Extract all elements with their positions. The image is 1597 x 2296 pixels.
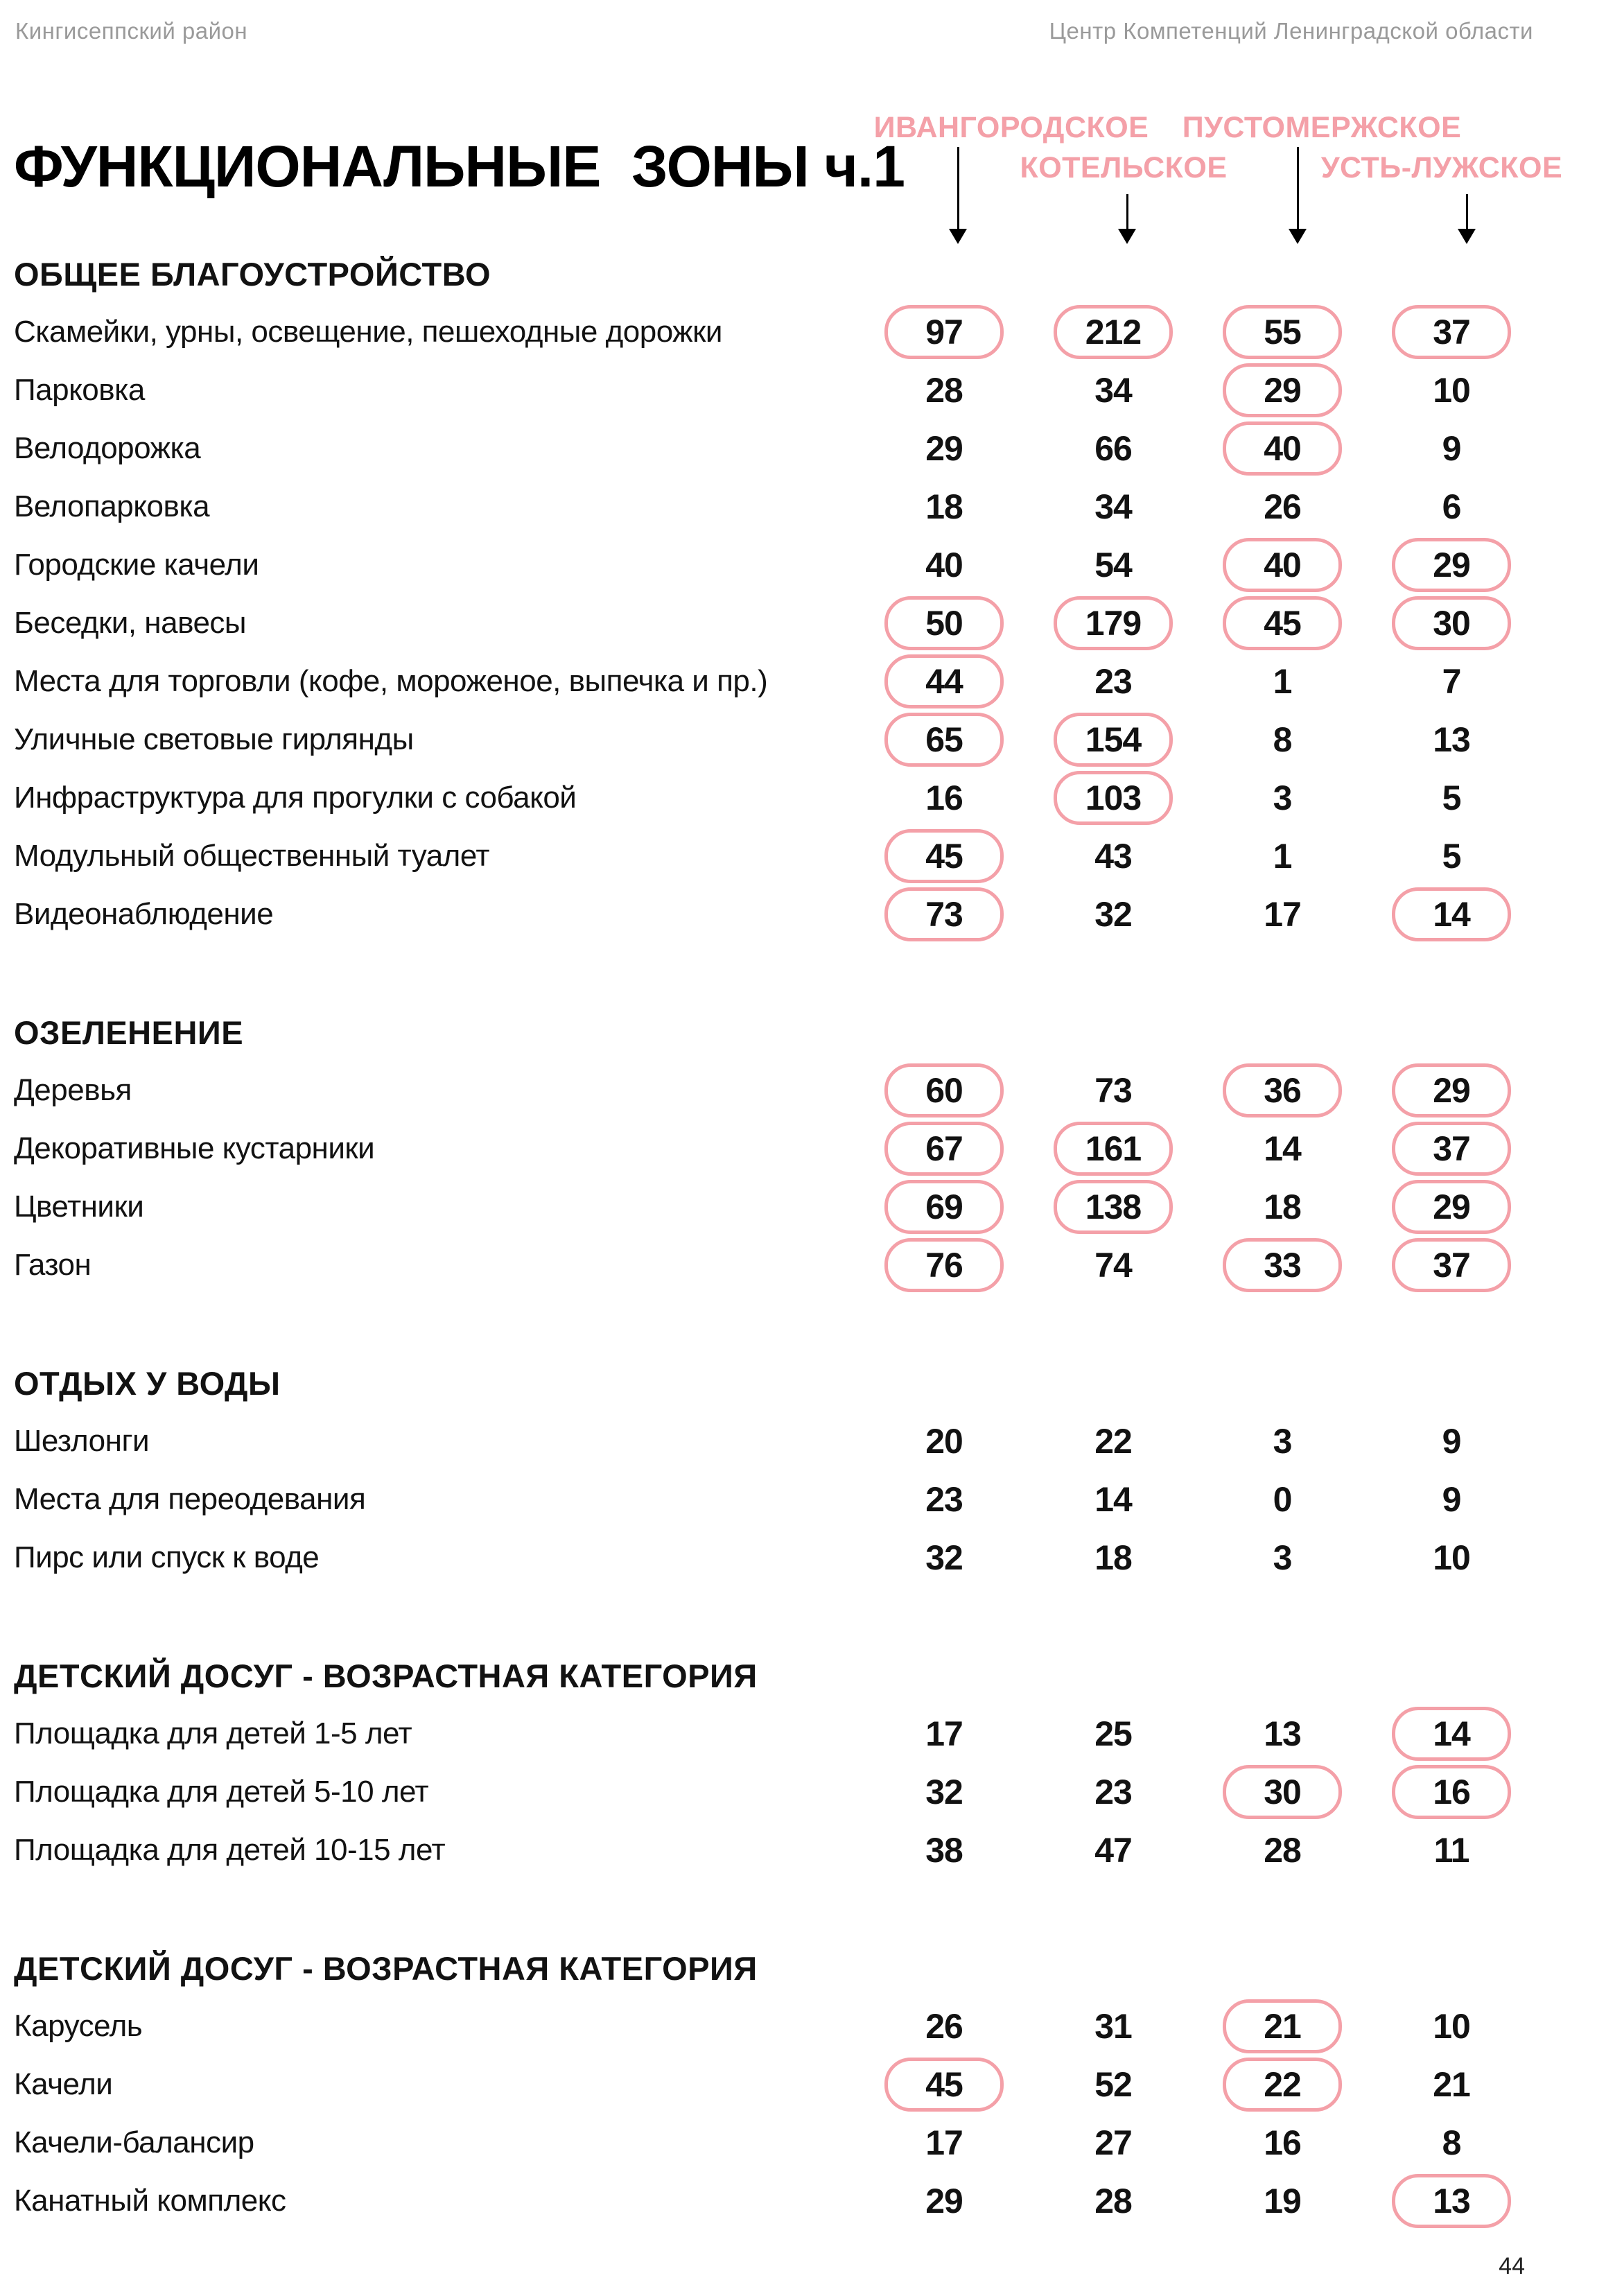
value: 18	[925, 487, 963, 526]
value-cell	[1367, 596, 1536, 650]
value-cell	[1367, 1180, 1536, 1234]
value: 32	[925, 1538, 963, 1577]
highlighted-value: 65	[884, 713, 1004, 767]
value: 26	[925, 2007, 963, 2046]
value: 17	[925, 2123, 963, 2162]
value-cell	[859, 2058, 1029, 2112]
value-cell	[1198, 887, 1367, 941]
value-cell	[859, 1765, 1029, 1819]
row-label: Места для переодевания	[14, 1482, 366, 1516]
value-cell	[859, 1414, 1029, 1468]
value-cell	[1198, 305, 1367, 359]
highlighted-value: 29	[1223, 363, 1342, 417]
value-cell	[1029, 363, 1198, 417]
table-row	[0, 1470, 1597, 1529]
value-cell	[1198, 596, 1367, 650]
value-cell	[859, 421, 1029, 476]
value: 47	[1094, 1831, 1132, 1870]
value-cell	[1029, 1414, 1198, 1468]
district-header: Кингисеппский район	[15, 18, 248, 44]
value-cell	[1029, 596, 1198, 650]
value: 25	[1094, 1714, 1132, 1753]
value: 19	[1264, 2182, 1301, 2220]
value-cell	[1367, 2174, 1536, 2228]
highlighted-value: 45	[1223, 596, 1342, 650]
value: 13	[1264, 1714, 1301, 1753]
highlighted-value: 103	[1054, 771, 1173, 825]
highlighted-value: 179	[1054, 596, 1173, 650]
value-cell	[1367, 305, 1536, 359]
value: 10	[1433, 1538, 1470, 1577]
table-row	[0, 1178, 1597, 1236]
table-row	[0, 478, 1597, 536]
highlighted-value: 14	[1392, 887, 1511, 941]
value-cell	[1029, 538, 1198, 592]
value-cell	[859, 2116, 1029, 2170]
value-cell	[1198, 2174, 1367, 2228]
row-label: Велодорожка	[14, 431, 201, 465]
value-cell	[1367, 1472, 1536, 1527]
row-label: Беседки, навесы	[14, 606, 247, 640]
row-label: Уличные световые гирлянды	[14, 722, 414, 756]
value-cell	[1367, 829, 1536, 883]
value-cell	[1367, 1765, 1536, 1819]
value-cell	[1029, 1122, 1198, 1176]
value-cell	[1198, 1999, 1367, 2053]
value: 28	[1094, 2182, 1132, 2220]
row-label: Парковка	[14, 373, 145, 407]
value-cell	[1198, 829, 1367, 883]
value-cell	[859, 305, 1029, 359]
row-label: Площадка для детей 10-15 лет	[14, 1833, 446, 1867]
table-row	[0, 1997, 1597, 2055]
highlighted-value: 29	[1392, 1063, 1511, 1117]
value-cell	[1367, 1063, 1536, 1117]
highlighted-value: 37	[1392, 305, 1511, 359]
value: 28	[925, 371, 963, 410]
value-cell	[1198, 1472, 1367, 1527]
section-title: ОТДЫХ У ВОДЫ	[14, 1364, 281, 1402]
value: 6	[1442, 487, 1461, 526]
value-cell	[1198, 1823, 1367, 1877]
value: 20	[925, 1422, 963, 1461]
value-cell	[1367, 771, 1536, 825]
value-cell	[1029, 2174, 1198, 2228]
value-cell	[1198, 1531, 1367, 1585]
arrow-down-icon	[949, 229, 967, 244]
value: 23	[1094, 1773, 1132, 1811]
row-label: Шезлонги	[14, 1424, 150, 1458]
value: 38	[925, 1831, 963, 1870]
highlighted-value: 29	[1392, 538, 1511, 592]
value-cell	[1029, 2058, 1198, 2112]
table-row	[0, 2172, 1597, 2230]
value-cell	[1367, 1999, 1536, 2053]
value-cell	[1367, 713, 1536, 767]
value-cell	[859, 654, 1029, 708]
column-header-4: УСТЬ-ЛУЖСКОЕ	[1320, 151, 1563, 184]
row-label: Модульный общественный туалет	[14, 839, 490, 873]
value-cell	[1029, 1472, 1198, 1527]
row-label: Места для торговли (кофе, мороженое, выпечка и пр.)	[14, 664, 768, 698]
value: 17	[1264, 895, 1301, 934]
arrow-down-icon	[957, 147, 959, 229]
highlighted-value: 29	[1392, 1180, 1511, 1234]
value: 1	[1273, 837, 1292, 876]
value-cell	[1198, 1238, 1367, 1292]
row-label: Карусель	[14, 2009, 143, 2043]
row-label: Скамейки, урны, освещение, пешеходные дорожки	[14, 315, 722, 349]
data-table	[0, 245, 1597, 2230]
value: 14	[1264, 1129, 1301, 1168]
value: 0	[1273, 1480, 1292, 1519]
row-label: Газон	[14, 1248, 91, 1282]
column-header-3: ПУСТОМЕРЖСКОЕ	[1182, 111, 1462, 144]
table-row	[0, 1120, 1597, 1178]
table-row	[0, 1061, 1597, 1120]
value-cell	[1198, 1180, 1367, 1234]
value-cell	[1029, 887, 1198, 941]
value-cell	[859, 1707, 1029, 1761]
table-row	[0, 594, 1597, 652]
arrow-down-icon	[1289, 229, 1307, 244]
table-row	[0, 2055, 1597, 2114]
value-cell	[1198, 1122, 1367, 1176]
value-cell	[859, 596, 1029, 650]
value: 10	[1433, 371, 1470, 410]
highlighted-value: 22	[1223, 2058, 1342, 2112]
value: 66	[1094, 429, 1132, 468]
value-cell	[1198, 363, 1367, 417]
table-row	[0, 361, 1597, 419]
value-cell	[1029, 1180, 1198, 1234]
value-cell	[859, 713, 1029, 767]
highlighted-value: 55	[1223, 305, 1342, 359]
value-cell	[1367, 887, 1536, 941]
highlighted-value: 37	[1392, 1238, 1511, 1292]
section-3	[0, 1354, 1597, 1587]
row-label: Декоративные кустарники	[14, 1131, 375, 1165]
highlighted-value: 40	[1223, 421, 1342, 476]
value-cell	[859, 480, 1029, 534]
value: 40	[925, 546, 963, 584]
value-cell	[1029, 829, 1198, 883]
page-number: 44	[1499, 2253, 1525, 2279]
value-cell	[1367, 480, 1536, 534]
value: 9	[1442, 429, 1461, 468]
table-row	[0, 1236, 1597, 1294]
value-cell	[1367, 363, 1536, 417]
value: 27	[1094, 2123, 1132, 2162]
page-title: ФУНКЦИОНАЛЬНЫЕ ЗОНЫ ч.1	[14, 134, 905, 199]
value-cell	[1198, 480, 1367, 534]
value: 5	[1442, 779, 1461, 817]
highlighted-value: 21	[1223, 1999, 1342, 2053]
highlighted-value: 14	[1392, 1707, 1511, 1761]
value: 16	[925, 779, 963, 817]
table-row	[0, 2114, 1597, 2172]
value-cell	[1029, 713, 1198, 767]
value: 3	[1273, 1422, 1292, 1461]
value-cell	[859, 771, 1029, 825]
value-cell	[1198, 1707, 1367, 1761]
value: 73	[1094, 1071, 1132, 1110]
value-cell	[1029, 654, 1198, 708]
value: 9	[1442, 1422, 1461, 1461]
value: 1	[1273, 662, 1292, 701]
section-title: ОБЩЕЕ БЛАГОУСТРОЙСТВО	[14, 255, 491, 293]
value: 21	[1433, 2065, 1470, 2104]
highlighted-value: 154	[1054, 713, 1173, 767]
value: 9	[1442, 1480, 1461, 1519]
value: 14	[1094, 1480, 1132, 1519]
section-title: ОЗЕЛЕНЕНИЕ	[14, 1014, 244, 1051]
value-cell	[1198, 421, 1367, 476]
row-label: Велопарковка	[14, 489, 210, 523]
value: 7	[1442, 662, 1461, 701]
value: 13	[1433, 720, 1470, 759]
value-cell	[1367, 1238, 1536, 1292]
value: 34	[1094, 371, 1132, 410]
section-1	[0, 245, 1597, 943]
row-label: Инфраструктура для прогулки с собакой	[14, 781, 577, 815]
value-cell	[1029, 1765, 1198, 1819]
value-cell	[859, 2174, 1029, 2228]
value-cell	[1198, 713, 1367, 767]
table-row	[0, 536, 1597, 594]
section-4	[0, 1646, 1597, 1879]
column-header-2: КОТЕЛЬСКОЕ	[1020, 151, 1228, 184]
value-cell	[859, 363, 1029, 417]
table-row	[0, 711, 1597, 769]
value-cell	[1367, 654, 1536, 708]
value-cell	[1198, 771, 1367, 825]
table-row	[0, 1412, 1597, 1470]
table-row	[0, 1763, 1597, 1821]
value-cell	[1198, 2116, 1367, 2170]
highlighted-value: 73	[884, 887, 1004, 941]
section-2	[0, 1003, 1597, 1294]
value-cell	[1367, 1414, 1536, 1468]
highlighted-value: 16	[1392, 1765, 1511, 1819]
value-cell	[1367, 2058, 1536, 2112]
value: 23	[925, 1480, 963, 1519]
table-row	[0, 1529, 1597, 1587]
row-label: Канатный комплекс	[14, 2184, 286, 2218]
value-cell	[1029, 1823, 1198, 1877]
value: 10	[1433, 2007, 1470, 2046]
highlighted-value: 13	[1392, 2174, 1511, 2228]
table-row	[0, 769, 1597, 827]
value-cell	[859, 1999, 1029, 2053]
value: 31	[1094, 2007, 1132, 2046]
value-cell	[859, 1472, 1029, 1527]
arrow-down-icon	[1126, 194, 1128, 229]
highlighted-value: 161	[1054, 1122, 1173, 1176]
value-cell	[1198, 2058, 1367, 2112]
value-cell	[859, 1531, 1029, 1585]
value-cell	[859, 1238, 1029, 1292]
value-cell	[1198, 1414, 1367, 1468]
value-cell	[859, 1063, 1029, 1117]
value: 3	[1273, 1538, 1292, 1577]
highlighted-value: 37	[1392, 1122, 1511, 1176]
value: 29	[925, 429, 963, 468]
section-title: ДЕТСКИЙ ДОСУГ - ВОЗРАСТНАЯ КАТЕГОРИЯ	[14, 1657, 758, 1694]
column-header-1: ИВАНГОРОДСКОЕ	[873, 111, 1149, 144]
value-cell	[1029, 1063, 1198, 1117]
value: 29	[925, 2182, 963, 2220]
row-label: Качели-балансир	[14, 2125, 254, 2159]
value: 3	[1273, 779, 1292, 817]
table-row	[0, 652, 1597, 711]
value: 18	[1264, 1188, 1301, 1226]
value-cell	[1367, 1823, 1536, 1877]
value: 43	[1094, 837, 1132, 876]
highlighted-value: 36	[1223, 1063, 1342, 1117]
value-cell	[859, 887, 1029, 941]
table-row	[0, 303, 1597, 361]
row-label: Деревья	[14, 1073, 132, 1107]
arrow-down-icon	[1458, 229, 1476, 244]
value-cell	[1198, 538, 1367, 592]
value-cell	[1367, 421, 1536, 476]
value: 54	[1094, 546, 1132, 584]
arrow-down-icon	[1466, 194, 1468, 229]
highlighted-value: 76	[884, 1238, 1004, 1292]
table-row	[0, 419, 1597, 478]
competence-center-header: Центр Компетенций Ленинградской области	[1049, 18, 1533, 44]
value-cell	[859, 1180, 1029, 1234]
value-cell	[1367, 1531, 1536, 1585]
section-5	[0, 1939, 1597, 2230]
value-cell	[1029, 1238, 1198, 1292]
value: 32	[1094, 895, 1132, 934]
highlighted-value: 138	[1054, 1180, 1173, 1234]
value-cell	[1198, 1063, 1367, 1117]
value: 34	[1094, 487, 1132, 526]
value: 74	[1094, 1246, 1132, 1285]
highlighted-value: 97	[884, 305, 1004, 359]
row-label: Городские качели	[14, 548, 259, 582]
highlighted-value: 69	[884, 1180, 1004, 1234]
highlighted-value: 33	[1223, 1238, 1342, 1292]
highlighted-value: 60	[884, 1063, 1004, 1117]
table-row	[0, 1705, 1597, 1763]
value-cell	[859, 1823, 1029, 1877]
value-cell	[1198, 1765, 1367, 1819]
value: 23	[1094, 662, 1132, 701]
value-cell	[1367, 1707, 1536, 1761]
value: 22	[1094, 1422, 1132, 1461]
highlighted-value: 40	[1223, 538, 1342, 592]
highlighted-value: 44	[884, 654, 1004, 708]
value: 52	[1094, 2065, 1132, 2104]
value: 26	[1264, 487, 1301, 526]
value-cell	[1029, 1999, 1198, 2053]
row-label: Цветники	[14, 1190, 144, 1224]
highlighted-value: 212	[1054, 305, 1173, 359]
value: 17	[925, 1714, 963, 1753]
value: 11	[1433, 1831, 1469, 1870]
row-label: Качели	[14, 2067, 113, 2101]
row-label: Пирс или спуск к воде	[14, 1540, 320, 1574]
value-cell	[1029, 2116, 1198, 2170]
value: 28	[1264, 1831, 1301, 1870]
highlighted-value: 30	[1223, 1765, 1342, 1819]
value-cell	[1029, 480, 1198, 534]
row-label: Площадка для детей 1-5 лет	[14, 1716, 412, 1750]
value: 5	[1442, 837, 1461, 876]
highlighted-value: 45	[884, 2058, 1004, 2112]
value-cell	[859, 1122, 1029, 1176]
value-cell	[1367, 2116, 1536, 2170]
row-label: Видеонаблюдение	[14, 897, 274, 931]
row-label: Площадка для детей 5-10 лет	[14, 1775, 429, 1809]
table-row	[0, 827, 1597, 885]
highlighted-value: 45	[884, 829, 1004, 883]
arrow-down-icon	[1297, 147, 1299, 229]
value-cell	[1029, 421, 1198, 476]
value-cell	[1198, 654, 1367, 708]
highlighted-value: 50	[884, 596, 1004, 650]
value-cell	[859, 538, 1029, 592]
value: 16	[1264, 2123, 1301, 2162]
arrow-down-icon	[1118, 229, 1136, 244]
value: 8	[1442, 2123, 1461, 2162]
value-cell	[1029, 771, 1198, 825]
value-cell	[1367, 1122, 1536, 1176]
value-cell	[1367, 538, 1536, 592]
value-cell	[1029, 305, 1198, 359]
value-cell	[1029, 1707, 1198, 1761]
table-row	[0, 1821, 1597, 1879]
section-title: ДЕТСКИЙ ДОСУГ - ВОЗРАСТНАЯ КАТЕГОРИЯ	[14, 1949, 758, 1987]
highlighted-value: 67	[884, 1122, 1004, 1176]
value-cell	[859, 829, 1029, 883]
table-row	[0, 885, 1597, 943]
highlighted-value: 30	[1392, 596, 1511, 650]
value: 8	[1273, 720, 1292, 759]
value-cell	[1029, 1531, 1198, 1585]
value: 18	[1094, 1538, 1132, 1577]
value: 32	[925, 1773, 963, 1811]
